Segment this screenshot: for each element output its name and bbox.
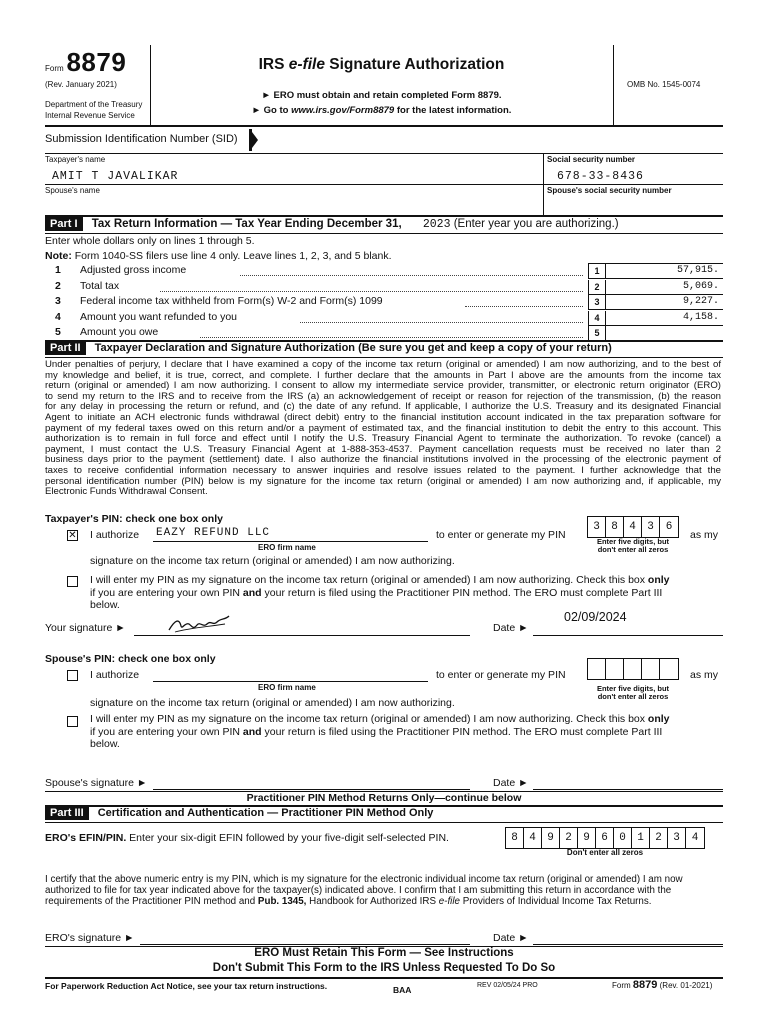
declaration-line: payment, I must contact the U.S. Treasury Financial Agent at 1-888-353-4537. Payment cancellation requests must be received no later than 2: [45, 443, 721, 455]
part3-title: Certification and Authentication — Practitioner PIN Method Only: [97, 807, 434, 819]
spouse-authorize-checkbox[interactable]: [67, 670, 78, 681]
efin-digit[interactable]: 2: [650, 828, 668, 848]
pin-digit[interactable]: 3: [642, 517, 660, 537]
line-rule: [588, 278, 723, 279]
retain-notice-2: Don't Submit This Form to the IRS Unless Requested To Do So: [212, 962, 556, 974]
declaration-line: to send my return to the IRS and to receive from the IRS (a) an acknowledgement of receipt or reason for rejection of the transmission, (b) the reason: [45, 390, 721, 402]
line-number: 3: [55, 295, 61, 307]
to-enter-label: to enter or generate my PIN: [436, 529, 566, 541]
own-pin-1a: I will enter my PIN as my signature on the income tax return (original or amended) I am now authorizing. Check this box: [90, 574, 648, 586]
instruction-2: [150, 105, 613, 116]
taxpayer-signature-image: [165, 612, 235, 636]
line-number: 2: [55, 280, 61, 292]
declaration-line: for any delay in processing the return or refund, and (c) the date of any refund. If applicable, I authorize the U.S. Treasury and its designated Financial: [45, 401, 721, 413]
spouse-ero-firm-label: ERO firm name: [258, 683, 316, 692]
taxpayer-authorize-checkbox[interactable]: ✕: [68, 530, 77, 541]
footer-form-label: [612, 979, 712, 991]
cert3-pre: requirements of the Practitioner PIN method and: [45, 896, 258, 907]
footer-rev: (Rev. 01-2021): [659, 981, 713, 990]
declaration-line: my knowledge and belief, it is true, correct, and complete. I further declare that the amounts in Part I above are the amounts from the income tax: [45, 369, 721, 381]
line-number: 5: [55, 326, 61, 338]
line-label: Federal income tax withheld from Form(s) W-2 and Form(s) 1099: [80, 295, 383, 307]
declaration-line: payment of my federal taxes owed on this return and/or a payment of estimated tax, and the financial institution to debit the entry to this account. This: [45, 422, 721, 434]
taxpayer-name[interactable]: AMIT T JAVALIKAR: [52, 170, 179, 183]
efin-pin-boxes[interactable]: [505, 827, 705, 849]
line-amount[interactable]: 57,915.: [676, 265, 719, 276]
dot-leader: [240, 266, 583, 276]
own-pin-3: below.: [90, 599, 120, 611]
line-box-number: 3: [588, 295, 606, 309]
form-label: [45, 47, 126, 78]
efin-digit[interactable]: 9: [578, 828, 596, 848]
taxpayer-ssn[interactable]: 678-33-8436: [557, 170, 644, 183]
ero-date-label: Date ►: [493, 932, 529, 944]
spouse-ssn-label: Spouse's social security number: [547, 186, 672, 195]
line-label: Adjusted gross income: [80, 264, 187, 276]
taxpayer-pin-heading: Taxpayer's PIN: check one box only: [45, 513, 223, 525]
efin-digit[interactable]: 0: [614, 828, 632, 848]
line-label: Amount you owe: [80, 326, 159, 338]
spouse-date-label: Date ►: [493, 777, 529, 789]
part1-tag: Part I: [45, 217, 83, 231]
sp-own-pin-only: only: [647, 713, 670, 725]
part3-header: [45, 806, 433, 820]
pin-note: [590, 538, 676, 554]
line-box-number: 5: [588, 326, 606, 340]
declaration-line: business days prior to the payment (settlement) date. I also authorize the financial institutions involved in the processing of the electronic payment of: [45, 454, 721, 466]
retain-notice-1: ERO Must Retain This Form — See Instructions: [254, 947, 514, 959]
line-box-number: 1: [588, 264, 606, 278]
cert3-mid: Handbook for Authorized IRS: [306, 896, 439, 907]
spouse-pin-note: [590, 685, 676, 701]
sid-label: Submission Identification Number (SID): [45, 133, 238, 145]
efin-digit[interactable]: 1: [632, 828, 650, 848]
spouse-sig-on-return-text: signature on the income tax return (original or amended) I am now authorizing.: [90, 697, 455, 709]
part2-tag: Part II: [45, 341, 86, 355]
declaration-line: personal identification number (PIN) below is my signature for the income tax return (original or amended) I am now authorizing and, if applicable, my: [45, 475, 721, 487]
spouse-pin-boxes[interactable]: [587, 658, 679, 680]
sp-own-pin-2a: if you are entering your own PIN: [90, 725, 243, 738]
spouse-pin-heading: Spouse's PIN: check one box only: [45, 653, 216, 665]
instr2-pre: ► Go to: [251, 105, 292, 116]
cert-line-3: [45, 896, 721, 907]
own-pin-only: only: [647, 574, 670, 586]
declaration-line: taxes to receive confidential information necessary to answer inquiries and resolve issues related to the payment. I further acknowledge that the: [45, 464, 721, 476]
efin-digit[interactable]: 2: [560, 828, 578, 848]
sp-own-pin-2b: your return is filed using the Practitioner PIN method. The ERO must complete Part III: [261, 725, 663, 738]
declaration-line: Under penalties of perjury, I declare that I have examined a copy of the income tax return (original or amended) I am now authorizing, and to the best of: [45, 359, 721, 370]
form-number: 8879: [66, 47, 127, 77]
efin-label-bold: ERO's EFIN/PIN.: [45, 832, 127, 844]
part3-tag: Part III: [45, 806, 89, 820]
instruction-1: ► ERO must obtain and retain completed Form 8879.: [261, 90, 502, 101]
efin-label: [45, 832, 449, 844]
dept-line-2: Internal Revenue Service: [45, 111, 135, 120]
ssn-label: Social security number: [547, 155, 636, 164]
declaration-line: Agent to initiate an ACH electronic funds withdrawal (direct debit) entry to the financial institution account indicated in the tax preparation software for: [45, 411, 721, 423]
sp-own-pin-1a: I will enter my PIN as my signature on the income tax return (original or amended) I am now authorizing. Check this box: [90, 713, 648, 725]
cert3-post: Providers of Individual Income Tax Returns.: [459, 896, 652, 907]
footer-form-number: 8879: [632, 979, 658, 991]
efin-digit[interactable]: 3: [668, 828, 686, 848]
efin-digit[interactable]: 8: [506, 828, 524, 848]
line-number: 1: [55, 264, 61, 276]
pin-note-2: don't enter all zeros: [597, 545, 669, 554]
efin-note: Don't enter all zeros: [566, 848, 644, 857]
dot-leader: [300, 313, 583, 323]
declaration-line: return (original or amended) I am now authorizing. I consent to allow my intermediate service provider, transmitter, or electronic return originator (ERO): [45, 380, 721, 392]
ero-signature-label: ERO's signature ►: [45, 932, 135, 944]
spouse-pin-note-2: don't enter all zeros: [597, 692, 669, 701]
title-efile: e-file: [288, 56, 325, 73]
spouse-own-pin-checkbox[interactable]: [67, 716, 78, 727]
own-pin-and: and: [242, 586, 262, 599]
part1-line-3: [45, 295, 723, 309]
part2-header: [45, 341, 612, 355]
dot-leader: [465, 297, 583, 307]
declaration-line: authorization is to remain in full force and effect until I notify the U.S. Treasury Financial Agent to terminate the authorization. To revoke (cancel) a: [45, 433, 721, 445]
line-amount[interactable]: 4,158.: [682, 312, 719, 323]
line-box-number: 4: [588, 311, 606, 325]
your-signature-label: Your signature ►: [45, 622, 126, 634]
spouse-signature-label: Spouse's signature ►: [45, 777, 148, 789]
taxpayer-own-pin-text: [90, 574, 721, 612]
line-rule: [588, 309, 723, 310]
cert3-bold: Pub. 1345,: [257, 896, 307, 907]
line-label: Total tax: [80, 280, 120, 292]
ero-firm-label: ERO firm name: [258, 543, 316, 552]
own-pin-2a: if you are entering your own PIN: [90, 586, 243, 599]
form-title: [150, 56, 613, 74]
pin-note-1: Enter five digits, but: [596, 537, 670, 546]
tax-year[interactable]: 2023: [422, 218, 451, 231]
as-my-label: as my: [690, 529, 719, 541]
cert3-ital: e-file: [438, 896, 460, 907]
dept-line-1: Department of the Treasury: [45, 100, 143, 109]
note-text: Form 1040-SS filers use line 4 only. Leave lines 1, 2, 3, and 5 blank.: [71, 250, 392, 262]
i-authorize-label: I authorize: [90, 529, 140, 541]
spouse-i-authorize-label: I authorize: [90, 669, 140, 681]
tax-year-note: (Enter year you are authorizing.): [453, 218, 619, 230]
footer-form-word: Form: [612, 981, 631, 990]
practitioner-banner: Practitioner PIN Method Returns Only—continue below: [246, 792, 522, 804]
taxpayer-name-label: Taxpayer's name: [45, 155, 106, 164]
pin-digit[interactable]: 3: [588, 517, 606, 537]
efin-digit[interactable]: 6: [596, 828, 614, 848]
signature-date[interactable]: 02/09/2024: [564, 610, 627, 624]
efin-label-text: Enter your six-digit EFIN followed by your five-digit self-selected PIN.: [126, 832, 449, 844]
pin-digit[interactable]: 8: [606, 517, 624, 537]
spouse-to-enter-label: to enter or generate my PIN: [436, 669, 566, 681]
paperwork-notice: For Paperwork Reduction Act Notice, see your tax return instructions.: [45, 981, 328, 991]
dot-leader: [200, 328, 583, 338]
title-post: Signature Authorization: [324, 56, 505, 73]
form-rev: (Rev. January 2021): [45, 80, 117, 89]
rev-code: REV 02/05/24 PRO: [477, 982, 538, 989]
declaration-line: Electronic Funds Withdrawal Consent.: [45, 486, 208, 498]
baa-label: BAA: [393, 985, 412, 995]
part1-note-1: Enter whole dollars only on lines 1 through 5.: [45, 235, 255, 247]
part1-note-2: [45, 250, 392, 262]
spouse-pin-note-1: Enter five digits, but: [596, 684, 670, 693]
ero-firm-name[interactable]: EAZY REFUND LLC: [156, 527, 271, 539]
spouse-name-label: Spouse's name: [45, 186, 100, 195]
efin-digit[interactable]: 4: [524, 828, 542, 848]
spouse-as-my-label: as my: [690, 669, 719, 681]
efin-digit[interactable]: 9: [542, 828, 560, 848]
own-pin-2b: your return is filed using the Practitioner PIN method. The ERO must complete Part III: [261, 586, 663, 599]
cert-line-2: authorized to file for tax year indicated above for the taxpayer(s) indicated above. I confirm that I am submitting this return in accordance with the: [45, 885, 672, 896]
part1-title: Tax Return Information — Tax Year Ending December 31,: [91, 218, 402, 230]
dot-leader: [160, 282, 583, 292]
sid-pointer-icon: [252, 132, 258, 148]
instr2-url[interactable]: www.irs.gov/Form8879: [291, 105, 395, 116]
line-amount[interactable]: 5,069.: [682, 281, 719, 292]
line-box-number: 2: [588, 280, 606, 294]
line-label: Amount you want refunded to you: [80, 311, 238, 323]
note-bold: Note:: [45, 250, 72, 262]
taxpayer-pin-boxes[interactable]: [587, 516, 679, 538]
declaration-text: [45, 360, 721, 498]
date-label: Date ►: [493, 622, 529, 634]
part1-header: [45, 217, 619, 231]
efin-digit[interactable]: 4: [691, 832, 699, 844]
instr2-post: for the latest information.: [394, 105, 512, 116]
sp-own-pin-3: below.: [90, 738, 120, 750]
sp-own-pin-and: and: [242, 725, 262, 738]
lines-top-rule: [588, 263, 723, 264]
taxpayer-own-pin-checkbox[interactable]: [67, 576, 78, 587]
title-pre: IRS: [258, 56, 289, 73]
sig-on-return-text: signature on the income tax return (original or amended) I am now authorizing.: [90, 555, 455, 567]
line-amount[interactable]: 9,227.: [682, 296, 719, 307]
pin-digit[interactable]: 6: [665, 521, 673, 533]
form-word: Form: [45, 64, 64, 73]
cert-line-1: I certify that the above numeric entry is my PIN, which is my signature for the electronic individual income tax return (original or amended) I am now: [45, 874, 683, 885]
omb-number: OMB No. 1545-0074: [627, 80, 701, 89]
line-number: 4: [55, 311, 61, 323]
certification-text: [45, 874, 721, 907]
spouse-own-pin-text: [90, 713, 721, 751]
pin-digit[interactable]: 4: [624, 517, 642, 537]
part2-title: Taxpayer Declaration and Signature Authorization (Be sure you get and keep a copy of your return): [94, 342, 612, 354]
